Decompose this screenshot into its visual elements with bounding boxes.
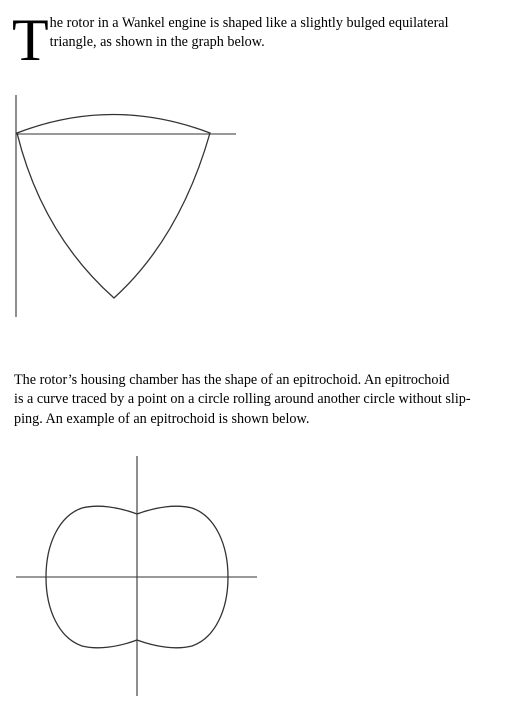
epi-line-1: The rotor’s housing chamber has the shape of an epitrochoid. An epitrochoid bbox=[14, 372, 450, 388]
drop-cap: T bbox=[12, 7, 49, 73]
epi-line-3: ping. An example of an epitrochoid is shown below. bbox=[14, 410, 310, 427]
rotor-curve bbox=[17, 115, 210, 299]
intro-line-1: he rotor in a Wankel engine is shaped like a slightly bulged equilateral bbox=[49, 15, 449, 31]
epi-line-2: is a curve traced by a point on a circle rolling around another circle without slip- bbox=[14, 391, 471, 408]
epitrochoid-figure bbox=[0, 440, 515, 714]
epitrochoid-paragraph bbox=[14, 371, 504, 429]
intro-line-2: triangle, as shown in the graph below. bbox=[49, 34, 265, 50]
rotor-figure bbox=[0, 0, 515, 330]
